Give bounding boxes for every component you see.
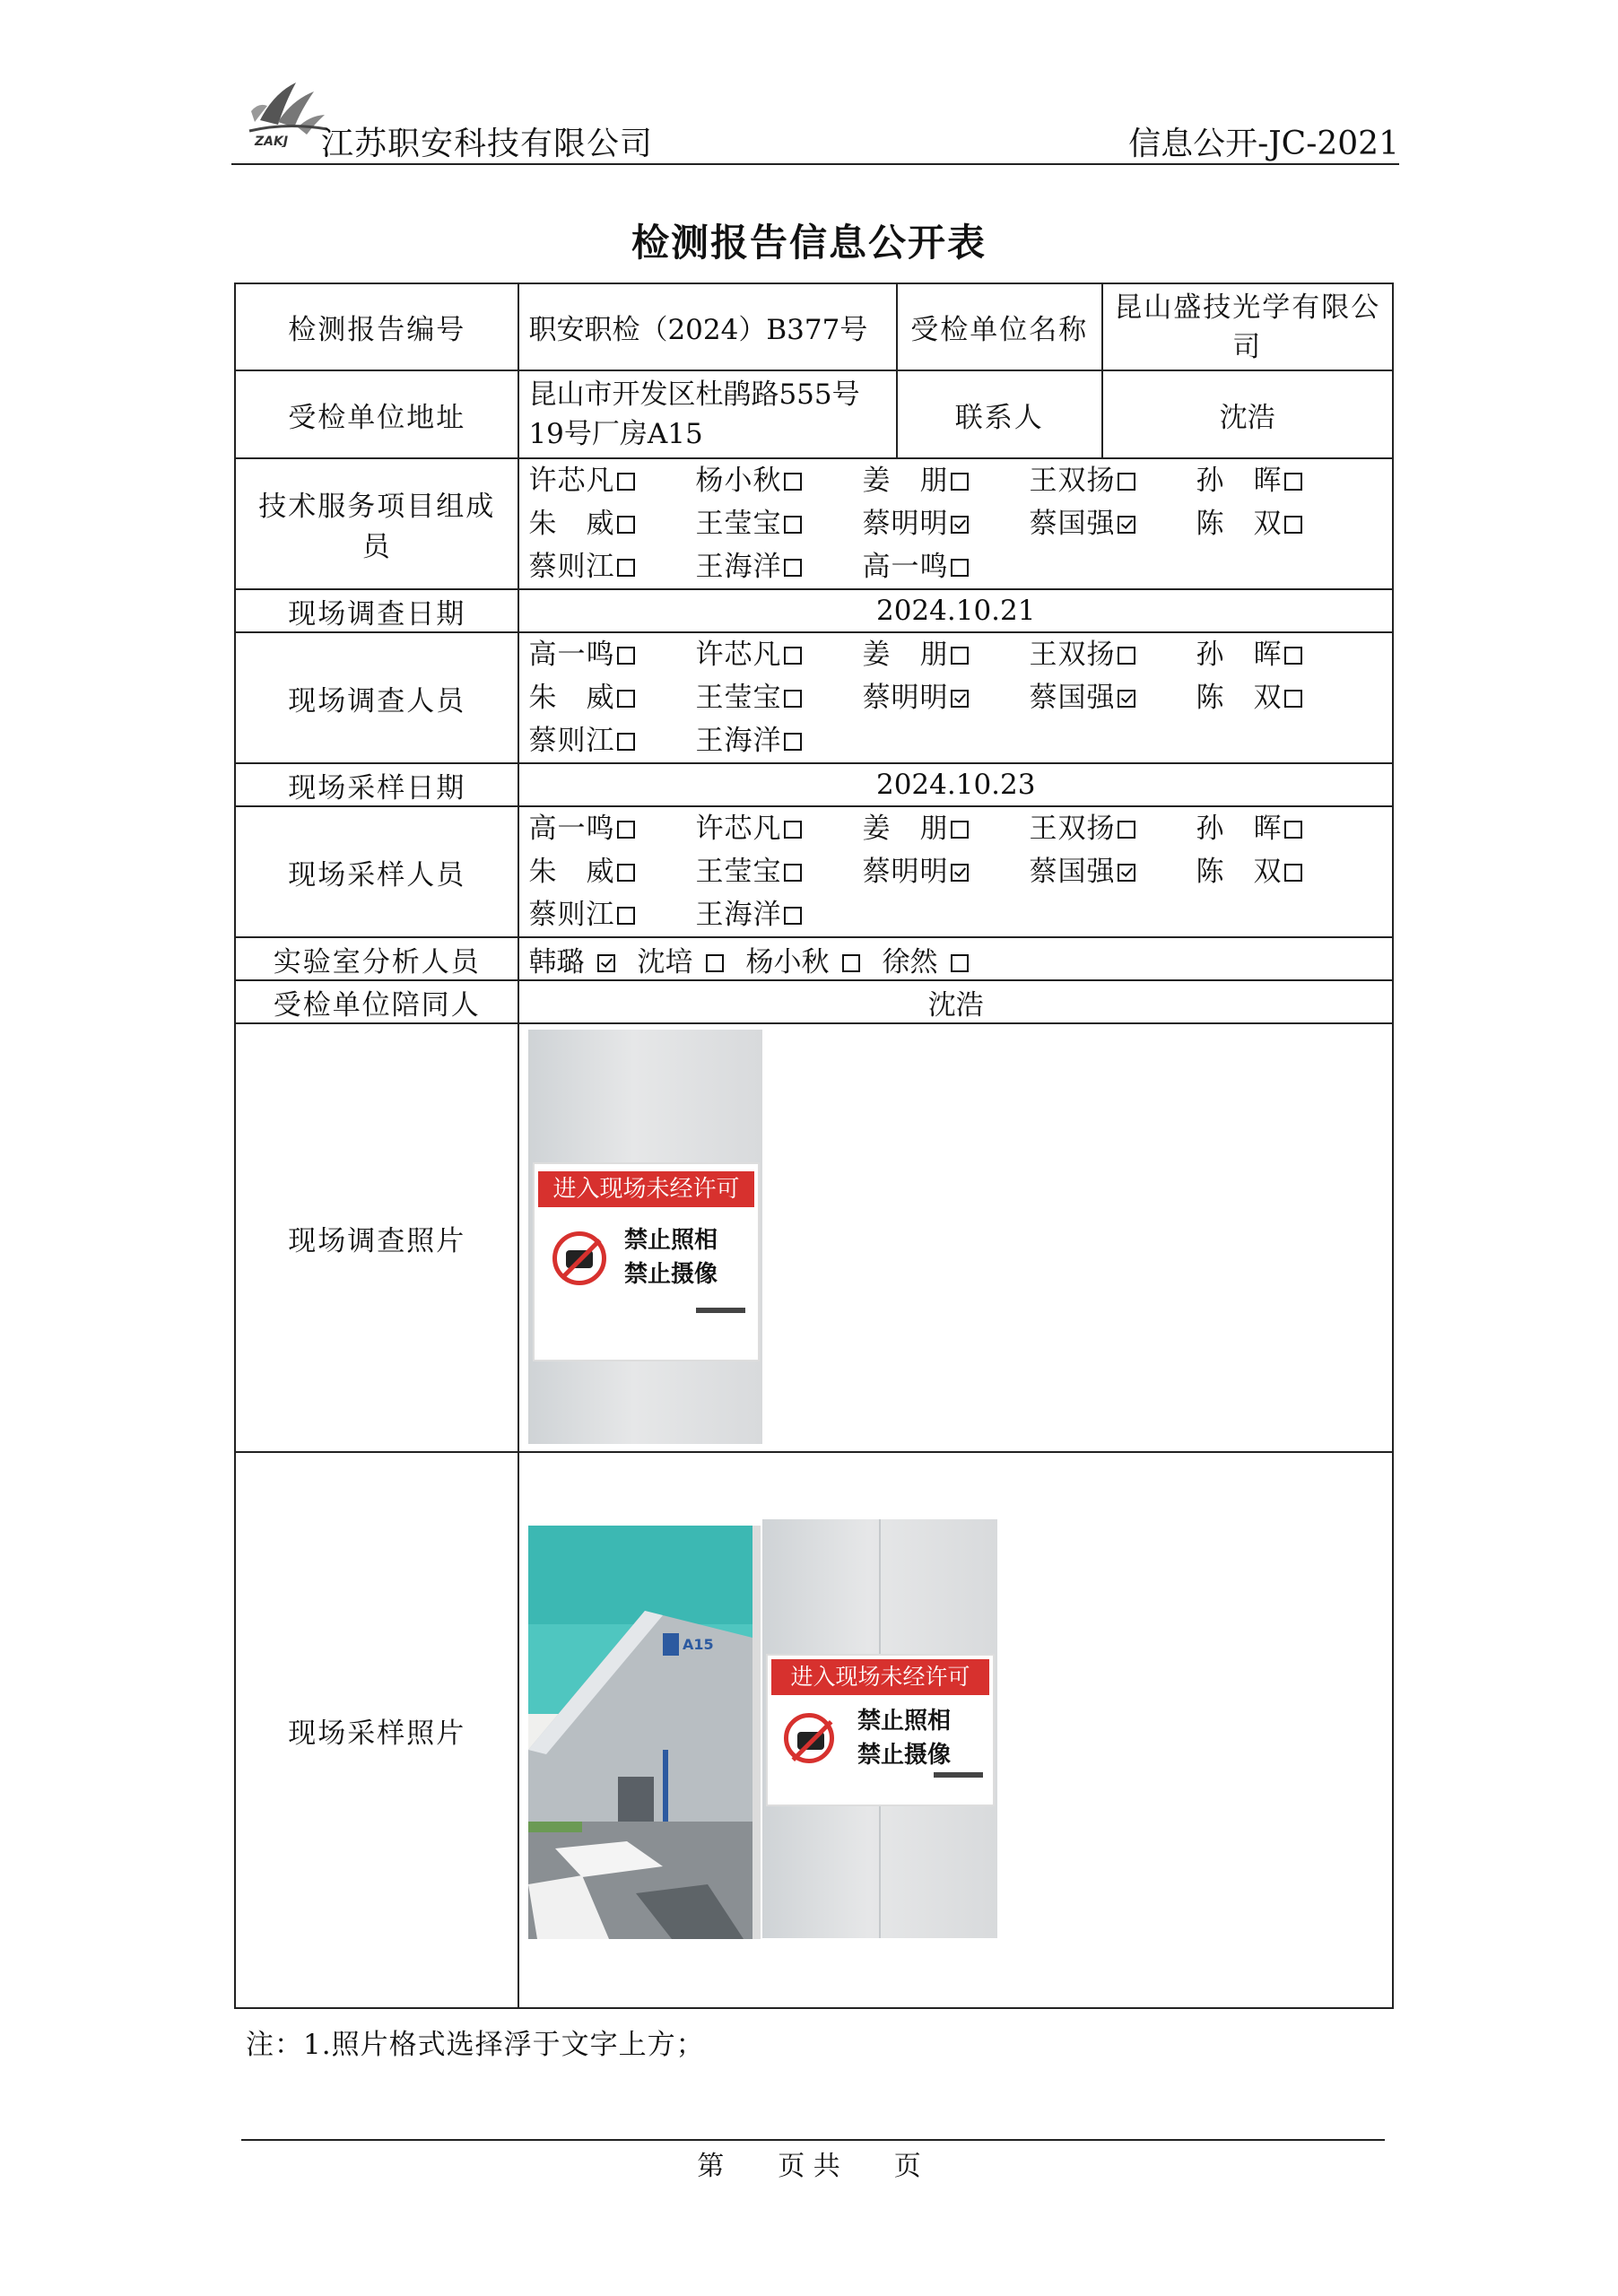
staff-name: 沈培: [637, 945, 693, 978]
staff-name: 高一鸣: [862, 551, 949, 583]
report-no-value: 职安职检（2024）B377号: [518, 283, 896, 370]
unchecked-checkbox-icon[interactable]: [617, 559, 635, 577]
staff-entry: [695, 893, 862, 936]
staff-name: 朱 威: [528, 508, 615, 540]
staff-name: 王海洋: [695, 725, 782, 757]
staff-name: 姜 朋: [862, 813, 949, 845]
sampling-staff-label: 现场采样人员: [235, 806, 518, 937]
table-row: [235, 589, 1393, 632]
report-no-label: 检测报告编号: [235, 283, 518, 370]
staff-name: 王双扬: [1029, 639, 1116, 671]
checked-checkbox-icon[interactable]: [1118, 864, 1135, 882]
unchecked-checkbox-icon[interactable]: [951, 821, 969, 839]
sign-text: [857, 1704, 951, 1772]
sign-footer-bar: [696, 1308, 745, 1313]
unchecked-checkbox-icon[interactable]: [1118, 821, 1135, 839]
staff-name: 蔡则江: [528, 725, 615, 757]
staff-entry: [862, 633, 1029, 676]
unchecked-checkbox-icon[interactable]: [1284, 473, 1302, 491]
address-value: 昆山市开发区杜鹃路555号19号厂房A15: [518, 370, 896, 458]
staff-entry: [1196, 633, 1362, 676]
unchecked-checkbox-icon[interactable]: [951, 473, 969, 491]
staff-entry: [1029, 676, 1196, 719]
staff-name: 陈 双: [1196, 856, 1283, 888]
staff-name: 高一鸣: [528, 639, 615, 671]
staff-name: 蔡国强: [1029, 508, 1116, 540]
survey-date-label: 现场调查日期: [235, 589, 518, 632]
staff-entry: [1196, 850, 1362, 893]
sampling-date-label: 现场采样日期: [235, 763, 518, 806]
staff-entry: [862, 545, 1029, 588]
sign-line-1: 禁止照相: [624, 1227, 718, 1254]
staff-entry: [695, 633, 862, 676]
staff-entry: [528, 545, 695, 588]
staff-name: 蔡则江: [528, 551, 615, 583]
team-label: 技术服务项目组成员: [235, 458, 518, 589]
staff-name: 王海洋: [695, 551, 782, 583]
staff-entry: [528, 893, 695, 936]
staff-entry: [528, 633, 695, 676]
staff-entry: [862, 676, 1029, 719]
staff-entry: [528, 946, 626, 978]
table-row: [235, 283, 1393, 370]
unchecked-checkbox-icon[interactable]: [617, 690, 635, 708]
table-row: [235, 632, 1393, 763]
lab-staff: [518, 937, 1393, 980]
sign-text: [624, 1223, 718, 1292]
sign-line-2: 禁止摄像: [624, 1261, 718, 1288]
contact-label: 联系人: [897, 370, 1102, 458]
checked-checkbox-icon[interactable]: [597, 954, 615, 972]
survey-photo-label: 现场调查照片: [235, 1023, 518, 1452]
unchecked-checkbox-icon[interactable]: [784, 516, 802, 534]
unchecked-checkbox-icon[interactable]: [617, 516, 635, 534]
page-number: 第 页 共 页: [697, 2151, 921, 2182]
unchecked-checkbox-icon[interactable]: [842, 954, 860, 972]
unchecked-checkbox-icon[interactable]: [617, 733, 635, 751]
staff-name: 许芯凡: [695, 813, 782, 845]
unit-name-value: 昆山盛技光学有限公司: [1102, 283, 1393, 370]
sampling-photo-label: 现场采样照片: [235, 1452, 518, 2008]
table-row: [235, 980, 1393, 1023]
logo-text: ZAKJ: [255, 135, 289, 147]
unchecked-checkbox-icon[interactable]: [951, 559, 969, 577]
staff-name: 王双扬: [1029, 813, 1116, 845]
staff-name: 朱 威: [528, 682, 615, 714]
table-row: [235, 458, 1393, 589]
staff-entry: [695, 850, 862, 893]
staff-entry: [1029, 633, 1196, 676]
unchecked-checkbox-icon[interactable]: [784, 733, 802, 751]
no-camera-icon: [552, 1231, 606, 1285]
unchecked-checkbox-icon[interactable]: [1284, 647, 1302, 665]
staff-name: 孙 晖: [1196, 639, 1283, 671]
unchecked-checkbox-icon[interactable]: [706, 954, 724, 972]
staff-name: 王莹宝: [695, 682, 782, 714]
staff-name: 高一鸣: [528, 813, 615, 845]
staff-entry: [528, 459, 695, 502]
team-members: [518, 458, 1393, 589]
unchecked-checkbox-icon[interactable]: [1284, 690, 1302, 708]
unchecked-checkbox-icon[interactable]: [1284, 864, 1302, 882]
staff-entry: [528, 850, 695, 893]
staff-entry: [862, 807, 1029, 850]
unchecked-checkbox-icon[interactable]: [1284, 516, 1302, 534]
footer-divider: [241, 2139, 1385, 2141]
footnote: 注：1.照片格式选择浮于文字上方；: [246, 2029, 705, 2061]
staff-entry: [1029, 850, 1196, 893]
escort-value: 沈浩: [518, 980, 1393, 1023]
staff-entry: [1196, 459, 1362, 502]
sampling-date-value: 2024.10.23: [518, 763, 1393, 806]
escort-label: 受检单位陪同人: [235, 980, 518, 1023]
staff-name: 蔡明明: [862, 508, 949, 540]
staff-entry: [695, 545, 862, 588]
staff-name: 杨小秋: [745, 945, 830, 978]
staff-name: 徐然: [882, 945, 938, 978]
staff-entry: [637, 946, 735, 978]
lab-staff-label: 实验室分析人员: [235, 937, 518, 980]
staff-entry: [528, 807, 695, 850]
table-row: [235, 806, 1393, 937]
staff-name: 韩璐: [528, 945, 585, 978]
table-row: [235, 937, 1393, 980]
page-header: [231, 63, 1399, 166]
staff-name: 朱 威: [528, 856, 615, 888]
unchecked-checkbox-icon[interactable]: [617, 647, 635, 665]
staff-entry: [1029, 459, 1196, 502]
staff-name: 蔡明明: [862, 682, 949, 714]
checked-checkbox-icon[interactable]: [951, 690, 969, 708]
staff-entry: [695, 676, 862, 719]
staff-entry: [695, 459, 862, 502]
building-scene: [528, 1526, 761, 1939]
checked-checkbox-icon[interactable]: [1118, 690, 1135, 708]
unchecked-checkbox-icon[interactable]: [784, 647, 802, 665]
staff-name: 王莹宝: [695, 508, 782, 540]
survey-staff: [518, 632, 1393, 763]
header-divider: [231, 163, 1399, 165]
contact-value: 沈浩: [1102, 370, 1393, 458]
table-row: [235, 370, 1393, 458]
staff-entry: [862, 459, 1029, 502]
staff-name: 姜 朋: [862, 465, 949, 497]
staff-entry: [745, 946, 871, 978]
sign-line-1: 禁止照相: [857, 1708, 952, 1735]
survey-date-value: 2024.10.21: [518, 589, 1393, 632]
staff-entry: [1196, 502, 1362, 545]
staff-entry: [1029, 502, 1196, 545]
staff-name: 蔡则江: [528, 899, 615, 931]
unchecked-checkbox-icon[interactable]: [784, 821, 802, 839]
survey-staff-label: 现场调查人员: [235, 632, 518, 763]
unchecked-checkbox-icon[interactable]: [951, 954, 969, 972]
staff-entry: [528, 719, 695, 762]
unchecked-checkbox-icon[interactable]: [784, 690, 802, 708]
sign-header: 进入现场未经许可: [771, 1659, 989, 1695]
staff-name: 许芯凡: [695, 639, 782, 671]
staff-name: 王双扬: [1029, 465, 1116, 497]
company-name: 江苏职安科技有限公司: [321, 126, 654, 162]
staff-name: 姜 朋: [862, 639, 949, 671]
address-label: 受检单位地址: [235, 370, 518, 458]
sign-footer-bar: [934, 1772, 983, 1778]
unchecked-checkbox-icon[interactable]: [617, 907, 635, 925]
staff-name: 孙 晖: [1196, 465, 1283, 497]
unchecked-checkbox-icon[interactable]: [617, 864, 635, 882]
no-photo-sign: [766, 1654, 995, 1806]
checked-checkbox-icon[interactable]: [1118, 516, 1135, 534]
unchecked-checkbox-icon[interactable]: [951, 647, 969, 665]
unchecked-checkbox-icon[interactable]: [784, 559, 802, 577]
sampling-staff: [518, 806, 1393, 937]
building-mark: A15: [683, 1636, 714, 1653]
sign-line-2: 禁止摄像: [857, 1742, 952, 1769]
staff-name: 许芯凡: [528, 465, 615, 497]
checked-checkbox-icon[interactable]: [951, 516, 969, 534]
unchecked-checkbox-icon[interactable]: [617, 821, 635, 839]
unchecked-checkbox-icon[interactable]: [617, 473, 635, 491]
staff-name: 杨小秋: [695, 465, 782, 497]
staff-entry: [528, 676, 695, 719]
table-row: [235, 1023, 1393, 1452]
unchecked-checkbox-icon[interactable]: [784, 864, 802, 882]
staff-name: 陈 双: [1196, 682, 1283, 714]
staff-name: 陈 双: [1196, 508, 1283, 540]
page-title: 检测报告信息公开表: [631, 221, 987, 265]
no-camera-icon: [784, 1713, 834, 1763]
staff-name: 王海洋: [695, 899, 782, 931]
no-photo-sign: [533, 1162, 760, 1361]
staff-entry: [528, 502, 695, 545]
staff-name: 蔡国强: [1029, 856, 1116, 888]
sign-header: 进入现场未经许可: [538, 1171, 754, 1207]
unchecked-checkbox-icon[interactable]: [784, 473, 802, 491]
staff-name: 蔡明明: [862, 856, 949, 888]
staff-name: 王莹宝: [695, 856, 782, 888]
staff-entry: [1196, 807, 1362, 850]
unchecked-checkbox-icon[interactable]: [1284, 821, 1302, 839]
staff-entry: [1029, 807, 1196, 850]
staff-entry: [1196, 676, 1362, 719]
staff-entry: [862, 502, 1029, 545]
staff-name: 孙 晖: [1196, 813, 1283, 845]
document-code: 信息公开-JC-2021: [1128, 126, 1399, 162]
staff-entry: [882, 946, 979, 978]
unit-name-label: 受检单位名称: [897, 283, 1102, 370]
survey-photo: [528, 1030, 762, 1444]
company-logo-icon: [242, 75, 332, 147]
table-row: [235, 763, 1393, 806]
staff-name: 蔡国强: [1029, 682, 1116, 714]
staff-entry: [862, 850, 1029, 893]
staff-entry: [695, 719, 862, 762]
staff-entry: [695, 502, 862, 545]
building-photo: [528, 1526, 761, 1939]
unchecked-checkbox-icon[interactable]: [1118, 647, 1135, 665]
sampling-sign-photo: [762, 1519, 997, 1938]
unchecked-checkbox-icon[interactable]: [1118, 473, 1135, 491]
staff-entry: [695, 807, 862, 850]
checked-checkbox-icon[interactable]: [951, 864, 969, 882]
unchecked-checkbox-icon[interactable]: [784, 907, 802, 925]
